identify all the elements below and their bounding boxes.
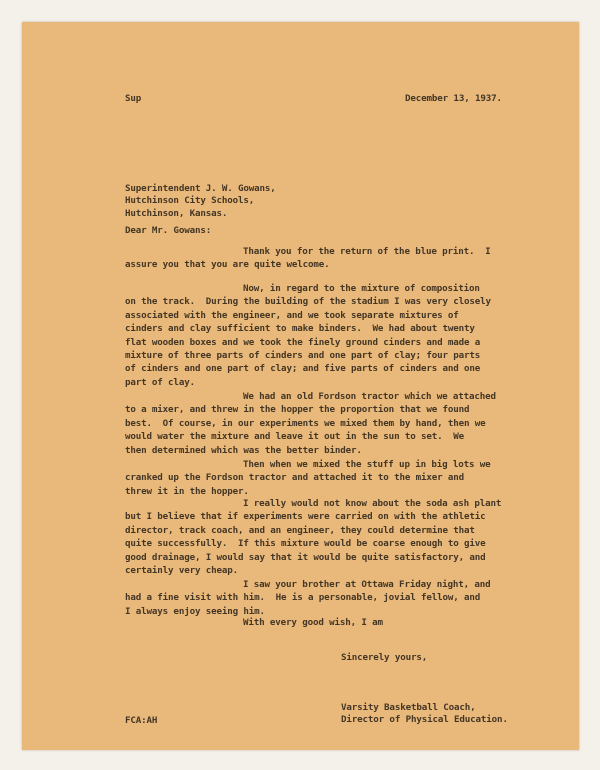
complimentary-close: Sincerely yours, bbox=[341, 652, 428, 663]
paragraph-1 bbox=[125, 245, 491, 272]
salutation: Dear Mr. Gowans: bbox=[125, 225, 212, 236]
paragraph-6 bbox=[125, 578, 491, 618]
paragraph-line: would water the mixture and leave it out in the sun to set. We bbox=[125, 431, 465, 443]
paragraph-line: I saw your brother at Ottawa Friday night, and bbox=[243, 579, 491, 590]
paragraph-line: of cinders and one part of clay; and five parts of cinders and one bbox=[125, 363, 481, 375]
reference-initials: FCA:AH bbox=[125, 715, 158, 726]
paragraph-line: then determined which was the better binder. bbox=[125, 444, 362, 456]
paragraph-line: quite successfully. If this mixture would be coarse enough to give bbox=[125, 538, 486, 550]
paragraph-line: assure you that you are quite welcome. bbox=[125, 259, 330, 271]
inside-address bbox=[125, 183, 276, 220]
paragraph-line: to a mixer, and threw in the hopper the proportion that we found bbox=[125, 404, 470, 416]
paragraph-5 bbox=[125, 497, 501, 577]
address-line: Hutchinson, Kansas. bbox=[125, 207, 228, 219]
paragraph-7 bbox=[125, 616, 383, 629]
address-line: Hutchinson City Schools, bbox=[125, 195, 255, 207]
paragraph-line: Now, in regard to the mixture of composition bbox=[243, 283, 480, 294]
paragraph-line: on the track. During the building of the stadium I was very closely bbox=[125, 296, 491, 308]
paragraph-line: mixture of three parts of cinders and one part of clay; four parts bbox=[125, 350, 481, 362]
paragraph-2 bbox=[125, 282, 491, 389]
paragraph-line: With every good wish, I am bbox=[243, 617, 383, 628]
signature-line: Director of Physical Education. bbox=[341, 714, 508, 726]
paragraph-line: cranked up the Fordson tractor and attached it to the mixer and bbox=[125, 472, 465, 484]
paragraph-line: I always enjoy seeing him. bbox=[125, 605, 265, 617]
paragraph-line: Then when we mixed the stuff up in big lots we bbox=[243, 459, 491, 470]
paragraph-line: threw it in the hopper. bbox=[125, 485, 249, 497]
paragraph-line: good drainage, I would say that it would be quite satisfactory, and bbox=[125, 551, 486, 563]
paragraph-line: certainly very cheap. bbox=[125, 565, 239, 577]
signature-line: Varsity Basketball Coach, bbox=[341, 702, 476, 713]
paragraph-line: flat wooden boxes and we took the finely ground cinders and made a bbox=[125, 336, 481, 348]
paragraph-line: associated with the engineer, and we took separate mixtures of bbox=[125, 309, 459, 321]
paragraph-3 bbox=[125, 390, 496, 457]
address-line: Superintendent J. W. Gowans, bbox=[125, 183, 276, 194]
paragraph-line: but I believe that if experiments were carried on with the athletic bbox=[125, 511, 486, 523]
letter-date: December 13, 1937. bbox=[405, 93, 502, 104]
paragraph-line: part of clay. bbox=[125, 376, 195, 388]
paragraph-line: We had an old Fordson tractor which we attached bbox=[243, 391, 496, 402]
paragraph-line: best. Of course, in our experiments we mixed them by hand, then we bbox=[125, 417, 486, 429]
paragraph-line: cinders and clay sufficient to make binders. We had about twenty bbox=[125, 323, 475, 335]
paragraph-line: director, track coach, and an engineer, they could determine that bbox=[125, 524, 475, 536]
paragraph-4 bbox=[125, 458, 491, 498]
paragraph-line: Thank you for the return of the blue print. I bbox=[243, 246, 491, 257]
header-left: Sup bbox=[125, 93, 142, 104]
signature-block bbox=[341, 702, 508, 727]
paragraph-line: had a fine visit with him. He is a personable, jovial fellow, and bbox=[125, 592, 481, 604]
paragraph-line: I really would not know about the soda ash plant bbox=[243, 498, 502, 509]
